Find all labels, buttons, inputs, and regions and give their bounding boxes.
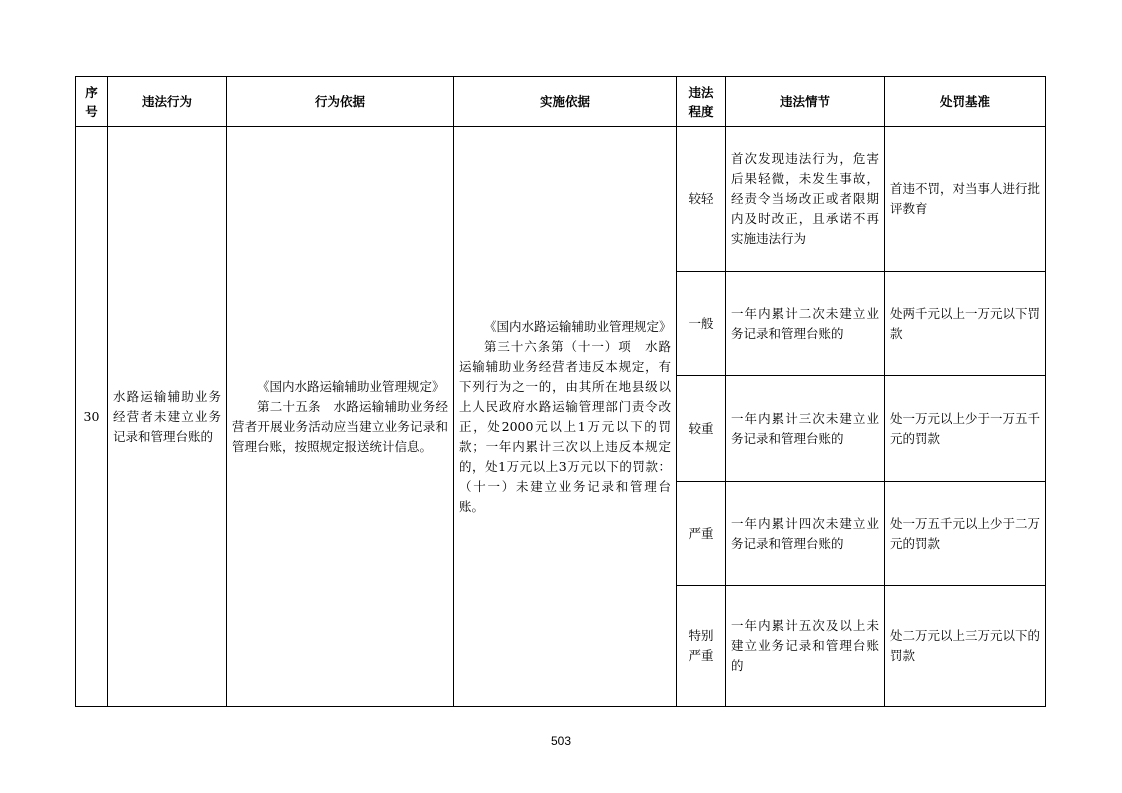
- level-standard: [885, 127, 1046, 272]
- basis-article: 第二十五条 水路运输辅助业务经营者开展业务活动应当建立业务记录和管理台账，按照规定报送统计信息。: [232, 398, 448, 454]
- level-standard: [885, 482, 1046, 586]
- row-basis: [227, 127, 454, 707]
- table-header-row: [76, 77, 1046, 127]
- level-standard-text: 处两千元以上一万元以下罚款: [890, 305, 1041, 341]
- level-circumstance: [726, 376, 885, 482]
- level-standard-text: 处二万元以上三万元以下的罚款: [890, 628, 1041, 663]
- row-seq: 30: [76, 127, 108, 707]
- header-basis: 行为依据: [227, 77, 454, 127]
- level-circumstance-text: 一年内累计四次未建立业务记录和管理台账的: [731, 515, 879, 551]
- row-behavior: [108, 127, 227, 707]
- header-seq: 序号: [76, 77, 108, 127]
- level-standard: [885, 272, 1046, 376]
- level-degree: 严重: [677, 482, 726, 586]
- level-circumstance: [726, 127, 885, 272]
- level-standard-text: 处一万五千元以上少于二万元的罚款: [890, 515, 1041, 551]
- level-standard: [885, 586, 1046, 707]
- header-circumstance: 违法情节: [726, 77, 885, 127]
- header-implement: 实施依据: [454, 77, 677, 127]
- behavior-text: 水路运输辅助业务经营者未建立业务记录和管理台账的: [113, 388, 221, 444]
- level-degree: 较轻: [677, 127, 726, 272]
- penalty-standard-table: [75, 76, 1046, 707]
- level-degree: 较重: [677, 376, 726, 482]
- level-degree: 一般: [677, 272, 726, 376]
- level-circumstance: [726, 586, 885, 707]
- level-circumstance-text: 一年内累计三次未建立业务记录和管理台账的: [731, 410, 879, 446]
- level-degree: 特别严重: [677, 586, 726, 707]
- level-circumstance-text: 一年内累计五次及以上未建立业务记录和管理台账的: [731, 618, 879, 673]
- header-standard: 处罚基准: [885, 77, 1046, 127]
- level-standard-text: 处一万元以上少于一万五千元的罚款: [890, 410, 1041, 446]
- table-row: [76, 127, 1046, 272]
- basis-title: 《国内水路运输辅助业管理规定》: [257, 378, 445, 394]
- level-circumstance: [726, 272, 885, 376]
- level-circumstance-text: 首次发现违法行为，危害后果轻微，未发生事故，经责令当场改正或者限期内及时改正，且承诺不再实施违法行为: [731, 151, 879, 246]
- level-standard-text: 首违不罚，对当事人进行批评教育: [890, 181, 1041, 216]
- row-implement: [454, 127, 677, 707]
- implement-article: 第三十六条第（十一）项 水路运输辅助业务经营者违反本规定，有下列行为之一的，由其所在地县级以上人民政府水路运输管理部门责令改正，处2000元以上1万元以下的罚款；一年内累计三次以上违反本规定的，处1万元以上3万元以下的罚款：（十一）未建立业务记录和管理台账。: [459, 338, 671, 514]
- level-circumstance-text: 一年内累计二次未建立业务记录和管理台账的: [731, 305, 879, 341]
- header-behavior: 违法行为: [108, 77, 227, 127]
- page-number: 503: [550, 734, 572, 748]
- implement-title: 《国内水路运输辅助业管理规定》: [484, 318, 672, 334]
- header-degree: 违法程度: [677, 77, 726, 127]
- level-circumstance: [726, 482, 885, 586]
- level-standard: [885, 376, 1046, 482]
